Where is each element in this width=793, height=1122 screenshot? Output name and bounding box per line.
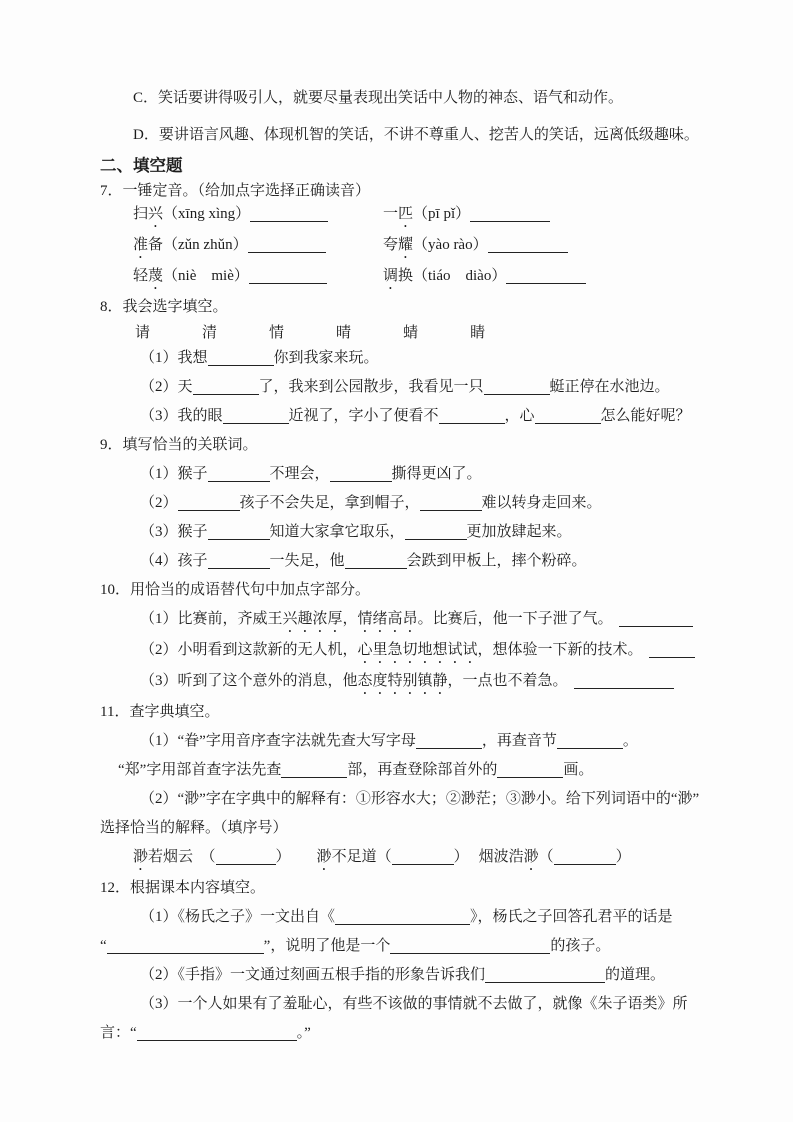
text-run: （1）《杨氏之子》一文出自《 [140, 909, 336, 925]
dotted-text: 蔑 [148, 268, 164, 284]
answer-blank [250, 208, 328, 222]
spacer [150, 336, 202, 337]
answer-blank [193, 381, 259, 395]
dotted-text: 心里急切地想试试 [357, 642, 478, 658]
answer-blank [137, 1027, 297, 1041]
q8-item1 [100, 344, 715, 373]
text-run: 蜻 [403, 325, 419, 341]
answer-blank [107, 940, 264, 954]
text-run: （1）我想 [140, 350, 208, 366]
dotted-text: 耀 [398, 237, 414, 253]
text-run: （1）猴子 [140, 466, 208, 482]
text-run: 孩子不会失足，拿到帽子， [239, 495, 420, 511]
answer-blank [554, 851, 616, 865]
text-run: 近视了，字小了便看不 [288, 408, 439, 424]
text-run: 情 [269, 325, 285, 341]
text-run: （4）孩子 [140, 553, 208, 569]
text-run: 一 [383, 206, 399, 222]
q7-row1 [100, 203, 715, 231]
text-run: ，一点也不着急。 [447, 673, 568, 689]
answer-blank [420, 497, 482, 511]
text-run: （2）小明看到这款新的无人机， [140, 642, 358, 658]
text-run: （3）听到了这个意外的消息，他 [140, 673, 358, 689]
text-run: （1）“眷”字用音序查字法就先查大写字母 [140, 733, 416, 749]
text-run: 一失足，他 [269, 553, 345, 569]
text-run: 7．一锤定音。（给加点字选择正确读音） [100, 183, 371, 199]
text-run: ， [342, 611, 358, 627]
dotted-text: 匹 [398, 206, 414, 222]
q11-stem [100, 698, 715, 727]
q7-row3 [100, 262, 715, 293]
answer-blank [484, 381, 550, 395]
q9-stem [100, 431, 715, 460]
text-run: 请 [135, 325, 151, 341]
text-run: 11．查字典填空。 [100, 704, 220, 720]
text-run: （1）比赛前，齐威王 [140, 611, 283, 627]
q9-item3 [100, 518, 715, 547]
text-run: （3）一个人如果有了羞耻心，有些不该做的事情就不去做了，就像《朱子语类》所 [140, 996, 688, 1012]
section-title [100, 153, 715, 179]
text-run: 轻 [133, 268, 149, 284]
text-run: 的孩子。 [550, 938, 611, 954]
answer-blank [619, 613, 693, 627]
text-run: 睛 [470, 325, 486, 341]
dotted-text: 渺 [523, 849, 539, 865]
answer-blank [208, 352, 274, 366]
answer-blank [208, 468, 270, 482]
spacer [284, 336, 336, 337]
text-run: 12．根据课本内容填空。 [100, 880, 266, 896]
answer-blank [249, 270, 327, 284]
answer-blank [439, 410, 505, 424]
q8-item2 [100, 373, 715, 402]
answer-blank [335, 911, 470, 925]
answer-blank [405, 526, 467, 540]
column [383, 203, 550, 231]
q11-words [100, 843, 715, 874]
text-run: 撕得更凶了。 [391, 466, 482, 482]
dotted-text: 兴趣浓厚 [282, 611, 343, 627]
spacer [291, 860, 317, 861]
q8-item3 [100, 402, 715, 431]
q12-item1-line2 [100, 932, 715, 961]
q12-item2 [100, 961, 715, 990]
dotted-text: 渺 [316, 849, 332, 865]
answer-blank [248, 239, 326, 253]
text-run: 的道理。 [605, 967, 666, 983]
text-run: 部，再查登除部首外的 [347, 762, 498, 778]
q8-choices [100, 322, 715, 344]
dotted-text: 渺 [133, 849, 149, 865]
spacer [217, 336, 269, 337]
answer-blank [345, 555, 407, 569]
text-run: （2）《手指》一文通过刻画五根手指的形象告诉我们 [140, 967, 486, 983]
text-run: （yào rào） [413, 237, 488, 253]
text-run: 二、填空题 [100, 157, 183, 175]
text-run: （2）“渺”字在字典中的解释有：①形容水大；②渺茫；③渺小。给下列词语中的“渺” [140, 791, 700, 807]
q12-item1-line1 [100, 903, 715, 932]
spacer [418, 336, 470, 337]
text-run: 扫 [133, 206, 149, 222]
answer-blank [416, 735, 482, 749]
text-run: 了，我来到公园散步，我看见一只 [258, 379, 484, 395]
answer-blank [574, 675, 674, 689]
answer-blank [535, 410, 601, 424]
text-run: D．要讲语言风趣、体现机智的笑话，不讲不尊重人、挖苦人的笑话，远离低级趣味。 [133, 126, 699, 143]
q12-item3-line1 [100, 990, 715, 1019]
text-run: 言：“ [100, 1025, 137, 1041]
spacer [351, 336, 403, 337]
spacer [469, 860, 479, 861]
text-run: ） [615, 849, 631, 865]
text-run: 》，杨氏之子回答孔君平的话是 [470, 909, 673, 925]
text-run: 烟波浩 [478, 849, 524, 865]
text-run: （niè miè） [163, 268, 249, 284]
text-run: 你到我家来玩。 [273, 350, 379, 366]
answer-blank [390, 940, 550, 954]
text-run: 9．填写恰当的关联词。 [100, 437, 258, 453]
text-run: 不足道（ [331, 849, 392, 865]
answer-blank [208, 555, 270, 569]
answer-blank [281, 764, 347, 778]
column [133, 231, 383, 262]
answer-blank [506, 270, 586, 284]
text-run: 夸 [383, 237, 399, 253]
text-run: （2）天 [140, 379, 193, 395]
answer-blank [216, 851, 276, 865]
dotted-text: 准 [133, 237, 149, 253]
text-run: （xīng xìng） [163, 206, 251, 222]
text-run: （3）我的眼 [140, 408, 223, 424]
text-run: 清 [202, 325, 218, 341]
text-run: 不理会， [269, 466, 330, 482]
text-run: 。比赛后，他一下子泄了气。 [417, 611, 613, 627]
answer-blank [488, 239, 568, 253]
q11-item1-line2 [100, 756, 715, 785]
q8-stem [100, 293, 715, 322]
answer-blank [649, 644, 695, 658]
text-run: C．笑话要讲得吸引人，就要尽量表现出笑话中人物的神态、语气和动作。 [133, 90, 624, 106]
text-run: 。” [296, 1025, 311, 1041]
text-run: 选择恰当的解释。（填序号） [100, 820, 288, 836]
answer-blank [557, 735, 623, 749]
q12-item3-line2 [100, 1019, 715, 1048]
text-run: （2） [140, 495, 178, 511]
text-run: 知道大家拿它取乐， [269, 524, 405, 540]
text-run: （ [538, 849, 554, 865]
dotted-text: 调 [383, 268, 399, 284]
text-run: ，心 [504, 408, 535, 424]
q9-item2 [100, 489, 715, 518]
q11-item1-line1 [100, 727, 715, 756]
dotted-text: 兴 [148, 206, 164, 222]
answer-blank [485, 969, 605, 983]
text-run: 难以转身走回来。 [481, 495, 602, 511]
text-run: ） [275, 849, 291, 865]
text-run: “郑”字用部首查字法先查 [118, 762, 282, 778]
q10-item1 [100, 605, 715, 636]
text-run: 晴 [336, 325, 352, 341]
answer-blank [392, 851, 454, 865]
q12-stem [100, 874, 715, 903]
answer-blank [208, 526, 270, 540]
text-run: ） [453, 849, 469, 865]
text-run: 备（zǔn zhǔn） [148, 237, 248, 253]
answer-blank [497, 764, 563, 778]
text-run: ，再查音节 [481, 733, 557, 749]
q7-stem [100, 179, 715, 203]
text-run: 会跌到甲板上，摔个粉碎。 [406, 553, 587, 569]
column [133, 262, 383, 293]
q11-item2-line2 [100, 814, 715, 843]
dotted-text: 情绪高昂 [357, 611, 418, 627]
q10-stem [100, 576, 715, 605]
text-run: ，想体验一下新的技术。 [477, 642, 643, 658]
text-run: 8．我会选字填空。 [100, 299, 228, 315]
text-run: 蜓正停在水池边。 [549, 379, 670, 395]
q9-item4 [100, 547, 715, 576]
text-run: 10．用恰当的成语替代句中加点字部分。 [100, 582, 371, 598]
q10-item3 [100, 667, 715, 698]
q7-row2 [100, 231, 715, 262]
text-run: 若烟云 （ [148, 849, 216, 865]
dotted-text: 态度特别镇静 [357, 673, 448, 689]
option-d [100, 117, 715, 154]
answer-blank [330, 468, 392, 482]
text-run: 。 [622, 733, 638, 749]
column [383, 231, 568, 262]
text-run: （pī pǐ） [413, 206, 471, 222]
text-run: “ [100, 938, 107, 954]
q9-item1 [100, 460, 715, 489]
text-run: （3）猴子 [140, 524, 208, 540]
option-c [100, 80, 715, 117]
text-run: 换（tiáo diào） [398, 268, 507, 284]
column [383, 262, 586, 293]
text-run: 怎么能好呢？ [600, 408, 691, 424]
q10-item2 [100, 636, 715, 667]
q11-item2-line1 [100, 785, 715, 814]
text-run: 更加放肆起来。 [466, 524, 572, 540]
answer-blank [223, 410, 289, 424]
answer-blank [178, 497, 240, 511]
text-run: 画。 [563, 762, 594, 778]
answer-blank [470, 208, 550, 222]
column [133, 203, 383, 231]
text-run: ”，说明了他是一个 [263, 938, 391, 954]
